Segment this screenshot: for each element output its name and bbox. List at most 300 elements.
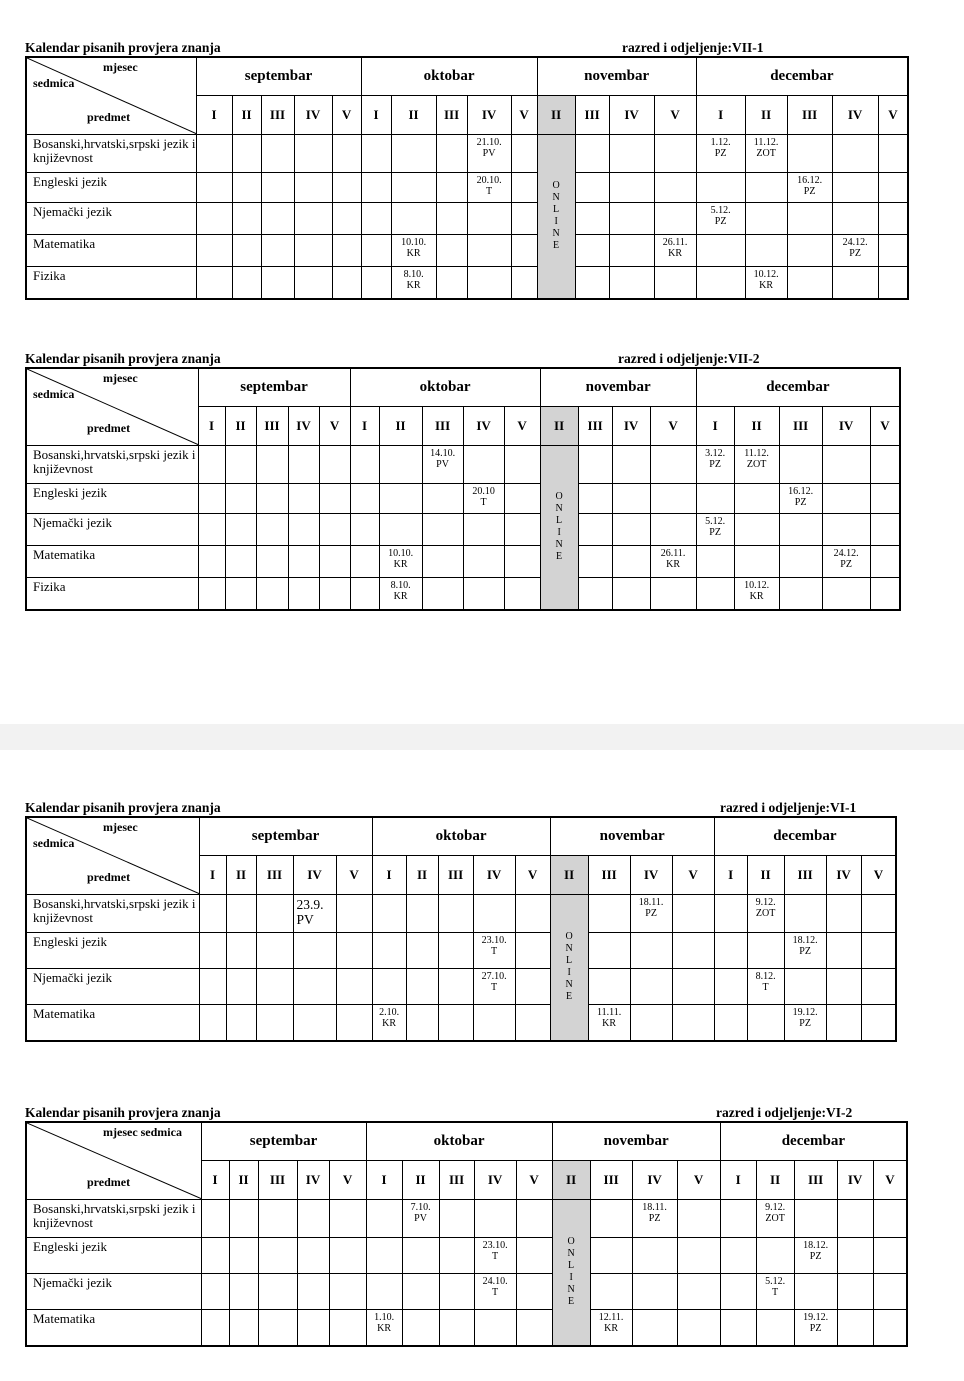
- month-header: septembar: [196, 57, 361, 96]
- calendar-cell: [696, 235, 745, 267]
- week-header: III: [575, 96, 609, 135]
- test-calendar-table: [25, 367, 901, 611]
- calendar-cell: [696, 484, 734, 514]
- calendar-cell: [779, 578, 822, 610]
- week-header: III: [588, 856, 630, 895]
- calendar-cell: [196, 173, 232, 203]
- week-header: III: [438, 856, 473, 895]
- calendar-cell: [826, 933, 861, 969]
- test-entry: 16.12. PZ: [797, 175, 823, 197]
- month-header: novembar: [550, 817, 714, 856]
- online-letter: N: [567, 1248, 575, 1260]
- calendar-cell: [198, 514, 225, 546]
- online-letter: O: [555, 491, 563, 503]
- calendar-cell: [504, 484, 540, 514]
- month-header: decembar: [720, 1122, 907, 1161]
- calendar-cell: [422, 546, 463, 578]
- calendar-cell: [650, 514, 696, 546]
- online-letter: E: [566, 991, 573, 1003]
- calendar-cell: [463, 546, 504, 578]
- online-letter: L: [556, 515, 563, 527]
- corner-week-label: sedmica: [33, 836, 75, 850]
- month-header: oktobar: [350, 368, 540, 407]
- week-header: II: [391, 96, 436, 135]
- week-header: IV: [293, 856, 336, 895]
- subject-row: [26, 1005, 896, 1041]
- calendar-cell: [696, 514, 734, 546]
- calendar-cell: [654, 235, 696, 267]
- week-header: II: [537, 96, 575, 135]
- calendar-cell: [677, 1200, 720, 1238]
- calendar-cell: [198, 484, 225, 514]
- calendar-cell: [516, 1238, 552, 1274]
- week-header: II: [734, 407, 779, 446]
- calendar-cell: [784, 1005, 826, 1041]
- online-letter: O: [567, 1236, 575, 1248]
- calendar-cell: [832, 135, 878, 173]
- calendar-cell: [332, 235, 361, 267]
- subject-row: [26, 203, 908, 235]
- calendar-cell: [878, 203, 908, 235]
- month-header: oktobar: [361, 57, 537, 96]
- calendar-cell: [609, 267, 654, 299]
- calendar-cell: [463, 484, 504, 514]
- calendar-cell: [336, 895, 372, 933]
- calendar-cell: [632, 1310, 677, 1346]
- calendar-cell: [366, 1310, 402, 1346]
- calendar-cell: [261, 173, 294, 203]
- calendar-cell: [361, 135, 391, 173]
- calendar-title: Kalendar pisanih provjera znanja: [25, 40, 221, 55]
- calendar-cell: [588, 1005, 630, 1041]
- calendar-cell: [436, 135, 467, 173]
- online-letter: L: [553, 204, 560, 216]
- subject-row: [26, 446, 900, 484]
- week-header: III: [258, 1161, 297, 1200]
- online-letter: I: [557, 527, 561, 539]
- calendar-cell: [784, 969, 826, 1005]
- week-header: IV: [463, 407, 504, 446]
- calendar-cell: [734, 546, 779, 578]
- calendar-cell: [366, 1274, 402, 1310]
- week-header: IV: [473, 856, 515, 895]
- calendar-cell: [745, 235, 787, 267]
- calendar-cell: [473, 895, 515, 933]
- subject-row: [26, 578, 900, 610]
- week-header: IV: [632, 1161, 677, 1200]
- subject-name: Njemački jezik: [26, 1274, 201, 1310]
- calendar-cell: [822, 578, 870, 610]
- calendar-cell: [511, 203, 537, 235]
- calendar-cell: [379, 546, 422, 578]
- test-entry: 8.10. KR: [403, 269, 424, 291]
- week-header: III: [784, 856, 826, 895]
- week-header: II: [229, 1161, 258, 1200]
- calendar-cell: [779, 514, 822, 546]
- calendar-cell: [654, 267, 696, 299]
- calendar-cell: [438, 895, 473, 933]
- calendar-cell: [516, 1274, 552, 1310]
- subject-row: [26, 173, 908, 203]
- test-entry: 16.12. PZ: [788, 486, 814, 508]
- calendar-cell: [826, 969, 861, 1005]
- online-week-column: [550, 895, 588, 1041]
- subject-name: Bosanski,hrvatski,srpski jezik i književnost: [26, 135, 196, 173]
- calendar-cell: [391, 135, 436, 173]
- test-entry: 12.11. KR: [598, 1312, 624, 1334]
- calendar-cell: [677, 1274, 720, 1310]
- calendar-cell: [199, 969, 226, 1005]
- test-entry: 3.12. PZ: [705, 448, 726, 470]
- calendar-cell: [504, 546, 540, 578]
- test-entry: 26.11. KR: [660, 548, 686, 570]
- calendar-cell: [832, 267, 878, 299]
- calendar-cell: [256, 933, 293, 969]
- subject-row: [26, 1310, 907, 1346]
- calendar-cell: [794, 1310, 837, 1346]
- test-entry: 8.10. KR: [390, 580, 411, 602]
- month-header-row: [26, 368, 900, 407]
- calendar-cell: [590, 1274, 632, 1310]
- test-entry: 27.10. T: [481, 971, 507, 993]
- corner-subject-label: predmet: [87, 421, 131, 435]
- calendar-cell: [366, 1238, 402, 1274]
- test-entry: 5.12. PZ: [705, 516, 726, 538]
- calendar-cell: [261, 235, 294, 267]
- month-header: novembar: [552, 1122, 720, 1161]
- test-entry: 10.12. KR: [744, 580, 770, 602]
- calendar-cell: [225, 484, 256, 514]
- week-header: III: [439, 1161, 474, 1200]
- calendar-cell: [288, 514, 319, 546]
- calendar-cell: [350, 578, 379, 610]
- calendar-cell: [256, 546, 288, 578]
- calendar-cell: [379, 514, 422, 546]
- week-header: V: [329, 1161, 366, 1200]
- calendar-cell: [422, 578, 463, 610]
- calendar-cell: [201, 1310, 229, 1346]
- calendar-cell: [826, 1005, 861, 1041]
- calendar-cell: [720, 1274, 756, 1310]
- calendar-cell: [747, 1005, 784, 1041]
- week-header: III: [256, 407, 288, 446]
- week-header: I: [196, 96, 232, 135]
- calendar-cell: [672, 895, 714, 933]
- calendar-cell: [288, 484, 319, 514]
- calendar-cell: [201, 1274, 229, 1310]
- subject-name: Bosanski,hrvatski,srpski jezik i književnost: [26, 1200, 201, 1238]
- week-header: IV: [826, 856, 861, 895]
- calendar-cell: [436, 267, 467, 299]
- calendar-cell: [516, 1200, 552, 1238]
- test-entry: 11.12. ZOT: [744, 448, 769, 470]
- subject-row: [26, 895, 896, 933]
- calendar-cell: [256, 969, 293, 1005]
- online-letter: E: [553, 240, 560, 252]
- online-letter: E: [568, 1296, 575, 1308]
- calendar-cell: [258, 1200, 297, 1238]
- week-header: V: [515, 856, 550, 895]
- calendar-cell: [873, 1274, 907, 1310]
- calendar-cell: [578, 514, 612, 546]
- calendar-cell: [515, 969, 550, 1005]
- calendar-cell: [350, 484, 379, 514]
- calendar-cell: [319, 514, 350, 546]
- week-header: IV: [837, 1161, 873, 1200]
- calendar-cell: [588, 933, 630, 969]
- calendar-cell: [336, 1005, 372, 1041]
- calendar-cell: [504, 514, 540, 546]
- calendar-cell: [297, 1274, 329, 1310]
- calendar-cell: [511, 235, 537, 267]
- calendar-cell: [329, 1310, 366, 1346]
- week-header: IV: [630, 856, 672, 895]
- calendar-cell: [201, 1200, 229, 1238]
- week-header: I: [696, 407, 734, 446]
- month-header: decembar: [714, 817, 896, 856]
- calendar-cell: [747, 933, 784, 969]
- calendar-cell: [438, 969, 473, 1005]
- week-header: III: [256, 856, 293, 895]
- calendar-cell: [336, 969, 372, 1005]
- calendar-cell: [578, 446, 612, 484]
- calendar-cell: [436, 203, 467, 235]
- week-header: III: [794, 1161, 837, 1200]
- calendar-cell: [294, 235, 332, 267]
- calendar-cell: [590, 1200, 632, 1238]
- calendar-cell: [406, 1005, 438, 1041]
- online-letter: I: [567, 967, 571, 979]
- calendar-cell: [720, 1200, 756, 1238]
- calendar-cell: [696, 135, 745, 173]
- calendar-cell: [372, 895, 406, 933]
- calendar-cell: [837, 1310, 873, 1346]
- week-header: IV: [612, 407, 650, 446]
- calendar-cell: [822, 446, 870, 484]
- test-entry: 20.10 T: [472, 486, 495, 508]
- week-header: V: [870, 407, 900, 446]
- calendar-cell: [366, 1200, 402, 1238]
- calendar-cell: [226, 969, 256, 1005]
- calendar-cell: [232, 135, 261, 173]
- calendar-cell: [696, 267, 745, 299]
- test-entry: 7.10. PV: [410, 1202, 431, 1224]
- calendar-cell: [511, 173, 537, 203]
- week-header: IV: [474, 1161, 516, 1200]
- calendar-cell: [696, 446, 734, 484]
- calendar-cell: [332, 267, 361, 299]
- calendar-cell: [756, 1238, 794, 1274]
- test-entry: 10.12. KR: [753, 269, 779, 291]
- calendar-cell: [612, 578, 650, 610]
- test-entry: 24.12. PZ: [842, 237, 868, 259]
- calendar-cell: [294, 173, 332, 203]
- calendar-cell: [609, 203, 654, 235]
- calendar-cell: [515, 933, 550, 969]
- calendar-cell: [225, 546, 256, 578]
- week-header: III: [436, 96, 467, 135]
- calendar-cell: [861, 895, 896, 933]
- calendar-cell: [654, 135, 696, 173]
- calendar-cell: [784, 895, 826, 933]
- calendar-cell: [467, 173, 511, 203]
- test-calendar-table: [25, 1121, 908, 1347]
- calendar-cell: [590, 1310, 632, 1346]
- calendar-cell: [336, 933, 372, 969]
- calendar-cell: [198, 546, 225, 578]
- calendar-cell: [332, 135, 361, 173]
- week-header: V: [516, 1161, 552, 1200]
- calendar-cell: [293, 933, 336, 969]
- calendar-cell: [329, 1200, 366, 1238]
- calendar-cell: [473, 969, 515, 1005]
- page-separator: [0, 724, 964, 750]
- week-header: II: [226, 856, 256, 895]
- calendar-cell: [372, 969, 406, 1005]
- calendar-cell: [632, 1274, 677, 1310]
- calendar-cell: [873, 1200, 907, 1238]
- calendar-cell: [473, 933, 515, 969]
- calendar-cell: [196, 135, 232, 173]
- online-letter: N: [555, 539, 563, 551]
- week-header: V: [336, 856, 372, 895]
- calendar-cell: [784, 933, 826, 969]
- test-entry: 26.11. KR: [662, 237, 688, 259]
- calendar-cell: [822, 546, 870, 578]
- calendar-cell: [861, 933, 896, 969]
- test-entry: 18.11. PZ: [642, 1202, 667, 1224]
- calendar-cell: [196, 203, 232, 235]
- calendar-cell: [372, 933, 406, 969]
- calendar-cell: [714, 969, 747, 1005]
- subject-name: Bosanski,hrvatski,srpski jezik i književnost: [26, 895, 199, 933]
- calendar-cell: [350, 514, 379, 546]
- calendar-cell: [256, 446, 288, 484]
- calendar-cell: [361, 235, 391, 267]
- week-header: I: [366, 1161, 402, 1200]
- calendar-cell: [402, 1310, 439, 1346]
- calendar-cell: [293, 1005, 336, 1041]
- calendar-cell: [861, 1005, 896, 1041]
- calendar-cell: [329, 1238, 366, 1274]
- calendar-cell: [391, 235, 436, 267]
- calendar-cell: [196, 235, 232, 267]
- calendar-cell: [256, 484, 288, 514]
- online-letter: O: [565, 931, 573, 943]
- test-entry: 24.10. T: [482, 1276, 508, 1298]
- month-header-row: [26, 57, 908, 96]
- calendar-cell: [794, 1238, 837, 1274]
- calendar-cell: [832, 235, 878, 267]
- corner-subject-label: predmet: [87, 1175, 131, 1189]
- subject-row: [26, 1238, 907, 1274]
- calendar-cell: [756, 1274, 794, 1310]
- calendar-cell: [226, 933, 256, 969]
- test-entry: 11.12. ZOT: [753, 137, 779, 159]
- calendar-cell: [696, 578, 734, 610]
- test-entry: 11.11. KR: [596, 1007, 622, 1029]
- calendar-cell: [261, 203, 294, 235]
- week-header: IV: [294, 96, 332, 135]
- test-entry: 5.12. PZ: [710, 205, 731, 227]
- calendar-cell: [256, 578, 288, 610]
- month-header: oktobar: [372, 817, 550, 856]
- calendar-cell: [878, 135, 908, 173]
- subject-name: Matematika: [26, 1310, 201, 1346]
- calendar-cell: [319, 446, 350, 484]
- calendar-cell: [630, 933, 672, 969]
- calendar-cell: [439, 1274, 474, 1310]
- test-entry: 14.10. PV: [430, 448, 456, 470]
- calendar-cell: [473, 1005, 515, 1041]
- test-entry: 23.9. PV: [296, 897, 324, 927]
- corner-header: [26, 368, 198, 446]
- week-header: II: [232, 96, 261, 135]
- calendar-cell: [232, 267, 261, 299]
- calendar-title: Kalendar pisanih provjera znanja: [25, 351, 221, 366]
- calendar-cell: [361, 203, 391, 235]
- subject-name: Engleski jezik: [26, 173, 196, 203]
- week-header: III: [590, 1161, 632, 1200]
- week-header: I: [199, 856, 226, 895]
- calendar-cell: [402, 1238, 439, 1274]
- calendar-cell: [612, 446, 650, 484]
- calendar-cell: [756, 1310, 794, 1346]
- calendar-cell: [436, 235, 467, 267]
- calendar-cell: [350, 546, 379, 578]
- calendar-cell: [329, 1274, 366, 1310]
- calendar-cell: [677, 1238, 720, 1274]
- calendar-cell: [229, 1310, 258, 1346]
- calendar-cell: [332, 173, 361, 203]
- subject-row: [26, 969, 896, 1005]
- calendar-cell: [873, 1310, 907, 1346]
- week-header: V: [654, 96, 696, 135]
- calendar-cell: [288, 546, 319, 578]
- calendar-cell: [878, 235, 908, 267]
- calendar-cell: [826, 895, 861, 933]
- calendar-cell: [332, 203, 361, 235]
- calendar-cell: [575, 235, 609, 267]
- calendar-cell: [232, 235, 261, 267]
- calendar-cell: [402, 1274, 439, 1310]
- calendar-cell: [696, 546, 734, 578]
- calendar-cell: [439, 1238, 474, 1274]
- calendar-cell: [474, 1200, 516, 1238]
- week-header: V: [650, 407, 696, 446]
- calendar-cell: [870, 446, 900, 484]
- calendar-cell: [402, 1200, 439, 1238]
- class-label: razred i odjeljenje:VI-1: [720, 800, 857, 815]
- calendar-cell: [261, 267, 294, 299]
- calendar-cell: [232, 173, 261, 203]
- calendar-cell: [297, 1238, 329, 1274]
- online-letter: I: [554, 216, 558, 228]
- calendar-cell: [578, 546, 612, 578]
- calendar-cell: [832, 173, 878, 203]
- calendar-cell: [870, 484, 900, 514]
- calendar-cell: [720, 1238, 756, 1274]
- calendar-cell: [474, 1310, 516, 1346]
- calendar-cell: [861, 969, 896, 1005]
- calendar-cell: [474, 1238, 516, 1274]
- calendar-cell: [609, 135, 654, 173]
- calendar-cell: [612, 514, 650, 546]
- test-entry: 5.12. T: [765, 1276, 786, 1298]
- calendar-cell: [677, 1310, 720, 1346]
- calendar-cell: [630, 895, 672, 933]
- calendar-cell: [297, 1200, 329, 1238]
